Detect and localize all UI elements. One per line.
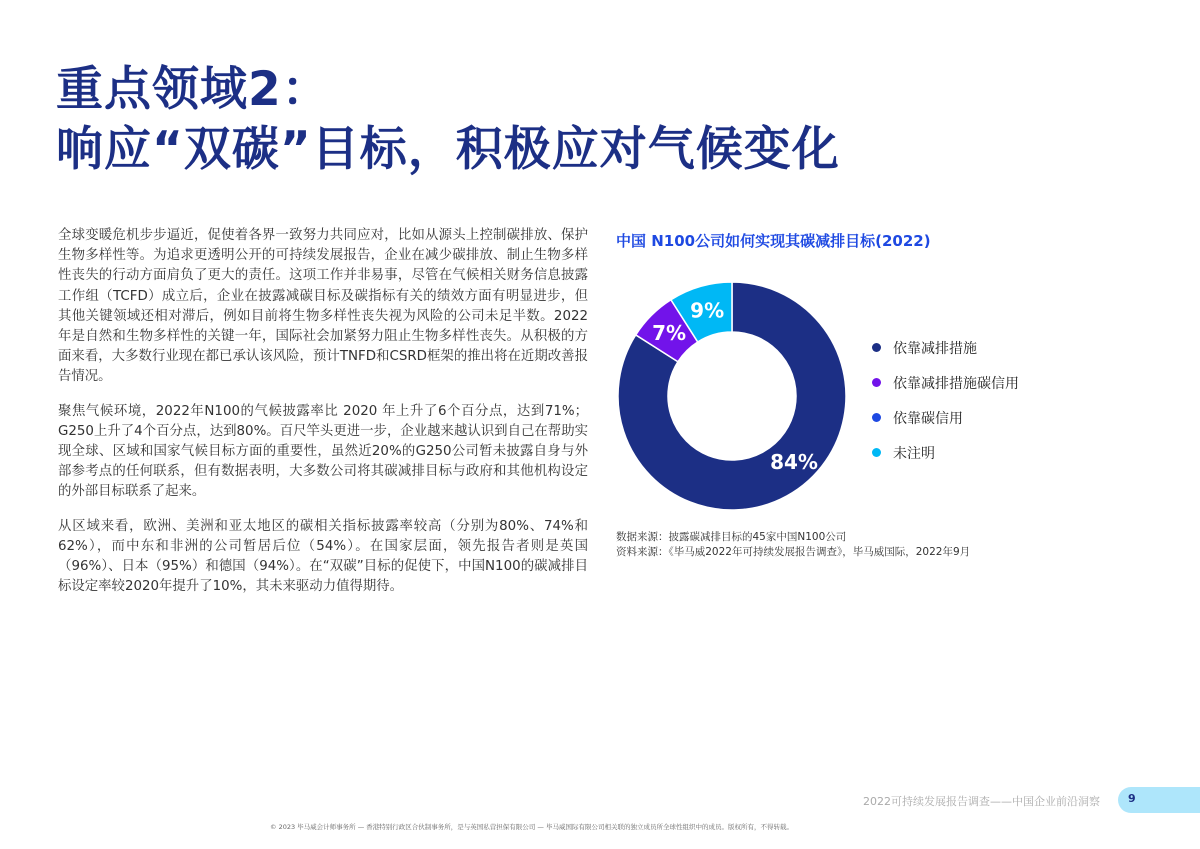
legend-dot: [872, 448, 881, 457]
legend-item: [872, 435, 1019, 470]
data-label: 7%: [652, 321, 687, 346]
chart-legend: [872, 330, 1019, 470]
footer-report-title: 2022可持续发展报告调查——中国企业前沿洞察: [863, 795, 1100, 808]
legend-label: 依靠减排措施: [893, 340, 977, 357]
legend-item: [872, 330, 1019, 365]
donut-chart: [612, 276, 852, 516]
title-line-1: 重点领域2：: [56, 62, 330, 117]
legend-label: 依靠减排措施碳信用: [893, 375, 1019, 392]
legend-item: [872, 400, 1019, 435]
legend-item: [872, 365, 1019, 400]
body-text: [58, 226, 588, 611]
page-title: [56, 60, 840, 180]
data-source: 数据来源：披露碳减排目标的45家中国N100公司: [616, 531, 847, 543]
title-line-2: 响应“双碳”目标，积极应对气候变化: [56, 122, 840, 177]
copyright-notice: © 2023 毕马威会计师事务所 — 香港特别行政区合伙制事务所，是与英国私营担保有限公司 — 毕马威国际有限公司相关联的独立成员所全球性组织中的成员。版权所有，不得转载。: [270, 823, 793, 831]
reference-source: 资料来源：《毕马威2022年可持续发展报告调查》，毕马威国际，2022年9月: [616, 546, 971, 558]
paragraph: 聚焦气候环境，2022年N100的气候披露率比 2020 年上升了6个百分点，达到71%；G250上升了4个百分点，达到80%。百尺竿头更进一步，企业越来越认识到自己在帮助实现全球、区域和国家气候目标方面的重要性，虽然近20%的G250公司暂未披露自身与外部参考点的任何联系，但有数据表明，大多数公司将其碳减排目标与政府和其他机构设定的外部目标联系了起来。: [58, 403, 588, 500]
chart-title: 中国 N100公司如何实现其碳减排目标(2022): [616, 232, 931, 250]
page-number: 9: [1128, 792, 1136, 805]
paragraph: 从区域来看，欧洲、美洲和亚太地区的碳相关指标披露率较高（分别为80%、74%和62%），而中东和非洲的公司暂居后位（54%）。在国家层面，领先报告者则是英国（96%）、日本（95%）和德国（94%）。在“双碳”目标的促使下，中国N100的碳减排目标设定率较2020年提升了10%，其未来驱动力值得期待。: [58, 518, 588, 595]
legend-label: 未注明: [893, 445, 935, 462]
legend-label: 依靠碳信用: [893, 410, 963, 427]
legend-dot: [872, 413, 881, 422]
paragraph: 全球变暖危机步步逼近，促使着各界一致努力共同应对，比如从源头上控制碳排放、保护生物多样性等。为追求更透明公开的可持续发展报告，企业在减少碳排放、制止生物多样性丧失的行动方面肩负了更大的责任。这项工作并非易事，尽管在气候相关财务信息披露工作组（TCFD）成立后，企业在披露减碳目标及碳指标有关的绩效方面有明显进步，但其他关键领域还相对滞后，例如目前将生物多样性丧失视为风险的公司未足半数。2022 年是自然和生物多样性的关键一年，国际社会加紧努力阻止生物多样性丧失。从积极的方面来看，大多数行业现在都已承认该风险，预计TNFD和CSRD框架的推出将在近期改善报告情况。: [58, 228, 588, 385]
legend-dot: [872, 343, 881, 352]
data-label: 84%: [770, 450, 818, 474]
chart-source: [616, 530, 970, 560]
data-label: 9%: [690, 298, 725, 323]
legend-dot: [872, 378, 881, 387]
